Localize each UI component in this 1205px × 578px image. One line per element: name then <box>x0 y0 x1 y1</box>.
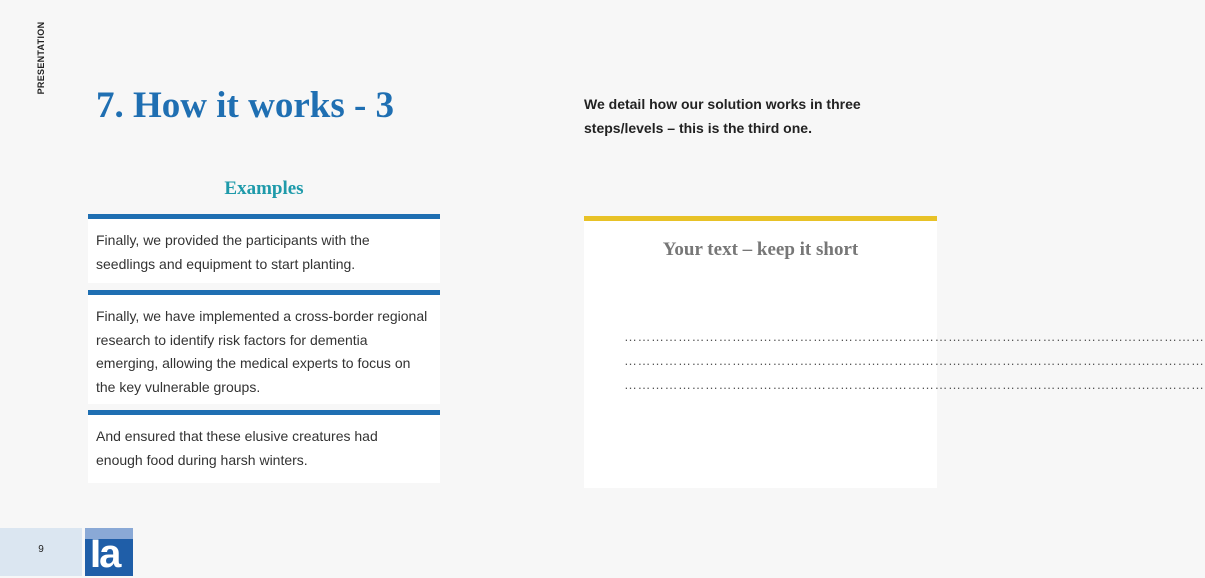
page-number-box <box>0 528 82 576</box>
page-number: 9 <box>38 544 44 555</box>
example-card-text: Finally, we have implemented a cross-border regional research to identify risk factors for dementia emerging, allowing the medical experts to focus on the key vulnerable groups. <box>96 308 428 395</box>
example-card-text: And ensured that these elusive creatures had enough food during harsh winters. <box>96 428 378 468</box>
brand-logo <box>85 528 133 576</box>
placeholder-line: ………………………………………………………………………………………………………………… <box>624 377 1205 392</box>
example-card <box>88 290 440 404</box>
logo-text: Ia <box>90 532 120 576</box>
examples-heading: Examples <box>224 178 304 199</box>
example-card <box>88 410 440 483</box>
example-card-text: Finally, we provided the participants with the seedlings and equipment to start planting. <box>96 232 370 272</box>
slide-title: 7. How it works - 3 <box>96 85 395 126</box>
panel-title: Your text – keep it short <box>662 239 859 260</box>
placeholder-line: ………………………………………………………………………………………………………………… <box>624 329 1205 344</box>
text-panel <box>584 216 1205 488</box>
placeholder-lines <box>624 325 1205 397</box>
intro-text: We detail how our solution works in three steps/levels – this is the third one. <box>584 96 861 136</box>
example-card <box>88 214 440 283</box>
presentation-label: PRESENTATION <box>36 21 46 95</box>
placeholder-line: ………………………………………………………………………………………………………………… <box>624 353 1205 368</box>
